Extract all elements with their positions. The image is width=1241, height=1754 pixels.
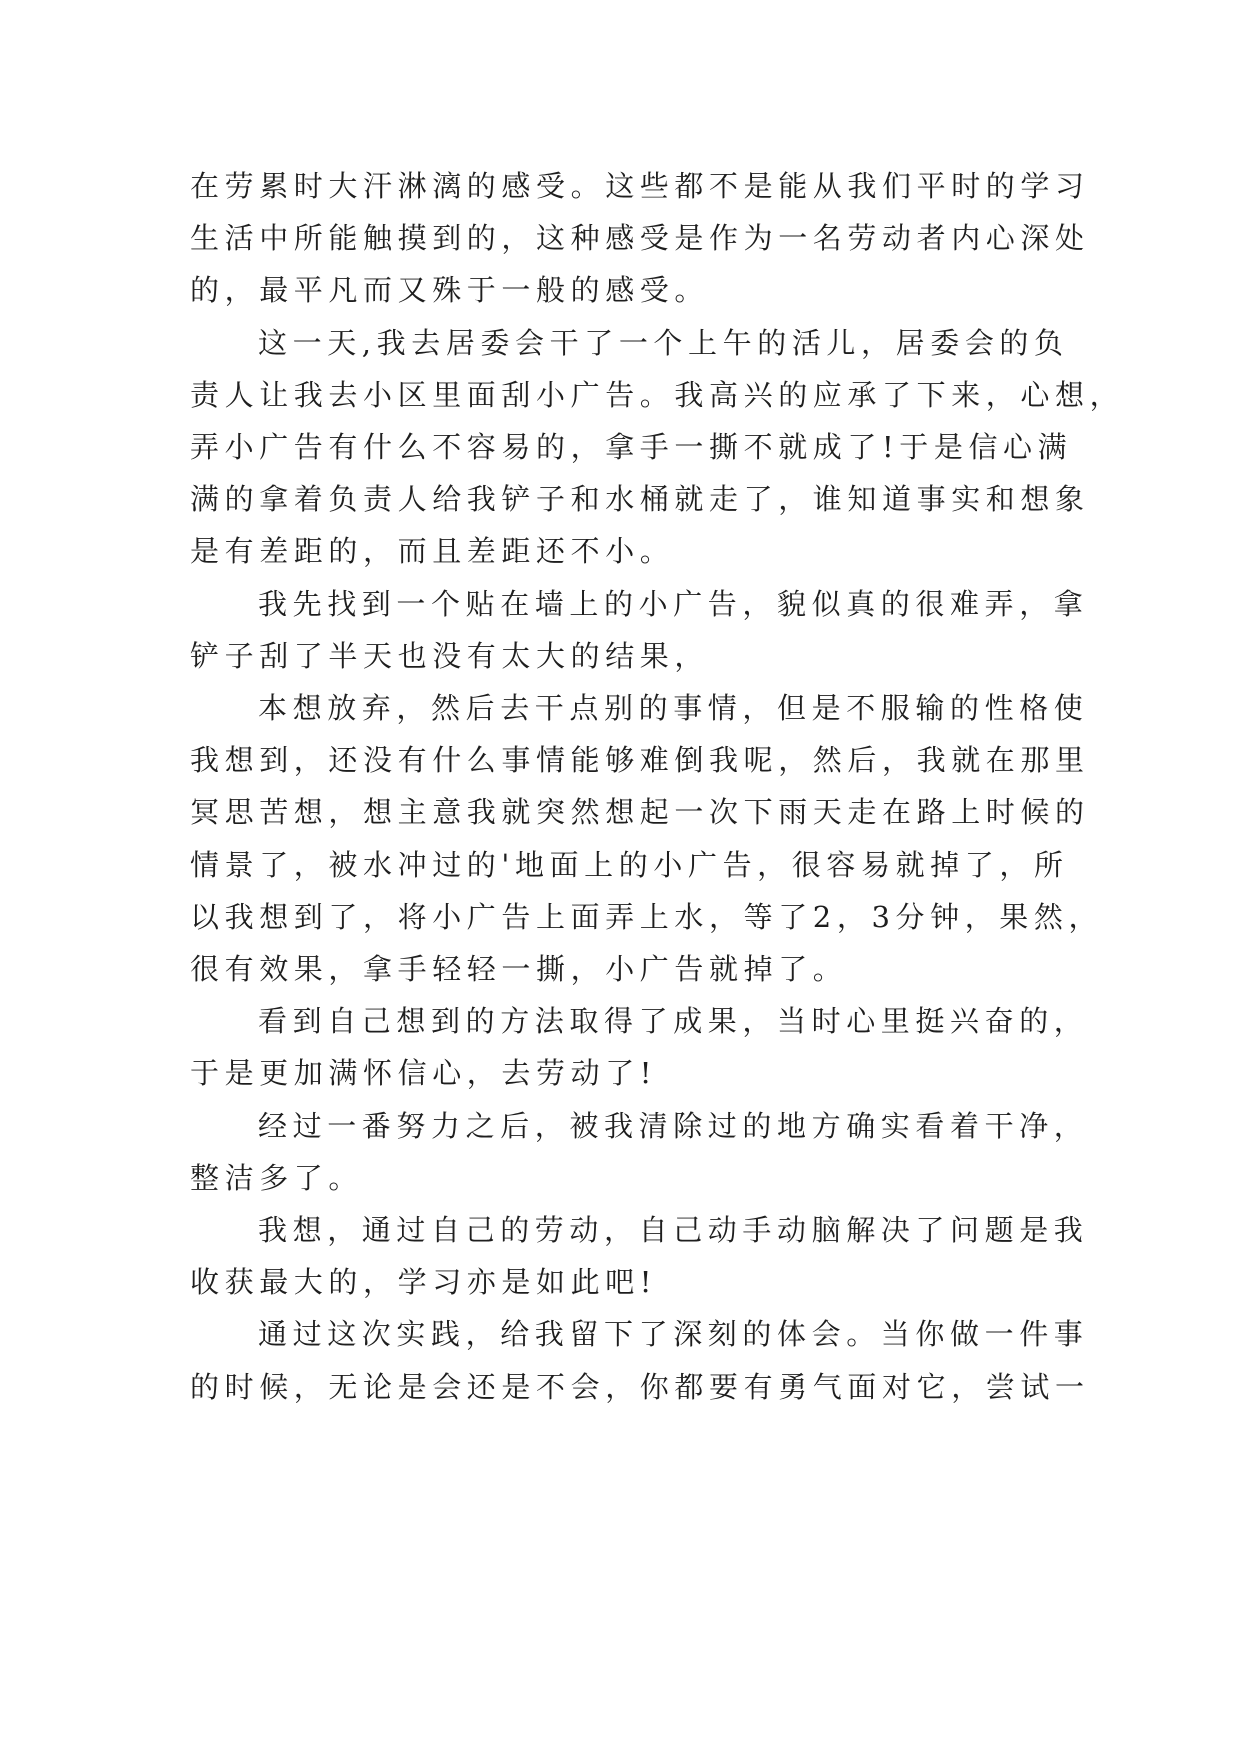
paragraph: [190, 1308, 1090, 1412]
text-line: 生活中所能触摸到的，这种感受是作为一名劳动者内心深处: [190, 221, 1090, 256]
paragraph: [190, 995, 1089, 1099]
text-line: 满的拿着负责人给我铲子和水桶就走了，谁知道事实和想象: [190, 482, 1090, 517]
text-line: 我想到，还没有什么事情能够难倒我呢，然后，我就在那里: [190, 743, 1090, 778]
text-line: 我先找到一个贴在墙上的小广告，貌似真的很难弄，拿: [258, 586, 1089, 621]
text-line: 通过这次实践，给我留下了深刻的体会。当你做一件事: [258, 1317, 1089, 1352]
text-line: 铲子刮了半天也没有太大的结果，: [190, 638, 710, 673]
text-line: 冥思苦想，想主意我就突然想起一次下雨天走在路上时候的: [190, 795, 1090, 830]
text-line: 收获最大的，学习亦是如此吧!: [190, 1265, 658, 1300]
text-line: 本想放弃，然后去干点别的事情，但是不服输的性格使: [258, 691, 1089, 726]
text-line: 于是更加满怀信心，去劳动了!: [190, 1056, 658, 1091]
text-line: 看到自己想到的方法取得了成果，当时心里挺兴奋的，: [258, 1004, 1089, 1039]
paragraph: [190, 578, 1089, 682]
text-line: 很有效果，拿手轻轻一撕，小广告就掉了。: [190, 952, 848, 987]
text-line: 弄小广告有什么不容易的，拿手一撕不就成了!于是信心满: [190, 430, 1073, 465]
paragraph: [190, 160, 1090, 317]
body-text: [190, 160, 1125, 1413]
paragraph: [190, 1204, 1089, 1308]
text-line: 的，最平凡而又殊于一般的感受。: [190, 273, 710, 308]
text-line: 责人让我去小区里面刮小广告。我高兴的应承了下来，心想，: [190, 377, 1125, 412]
text-line: 的时候，无论是会还是不会，你都要有勇气面对它，尝试一: [190, 1369, 1090, 1404]
text-line: 是有差距的，而且差距还不小。: [190, 534, 675, 569]
text-line: 以我想到了，将小广告上面弄上水，等了2，3分钟，果然，: [190, 899, 1104, 934]
text-line: 经过一番努力之后，被我清除过的地方确实看着干净，: [258, 1108, 1089, 1143]
text-line: 我想，通过自己的劳动，自己动手动脑解决了问题是我: [258, 1213, 1089, 1248]
paragraph: [190, 1100, 1089, 1204]
text-line: 情景了，被水冲过的'地面上的小广告，很容易就掉了，所: [190, 847, 1069, 882]
text-line: 整洁多了。: [190, 1160, 364, 1195]
paragraph: [190, 682, 1104, 995]
paragraph: [190, 317, 1125, 578]
text-line: 这一天,我去居委会干了一个上午的活儿，居委会的负: [258, 325, 1069, 360]
text-line: 在劳累时大汗淋漓的感受。这些都不是能从我们平时的学习: [190, 169, 1090, 203]
